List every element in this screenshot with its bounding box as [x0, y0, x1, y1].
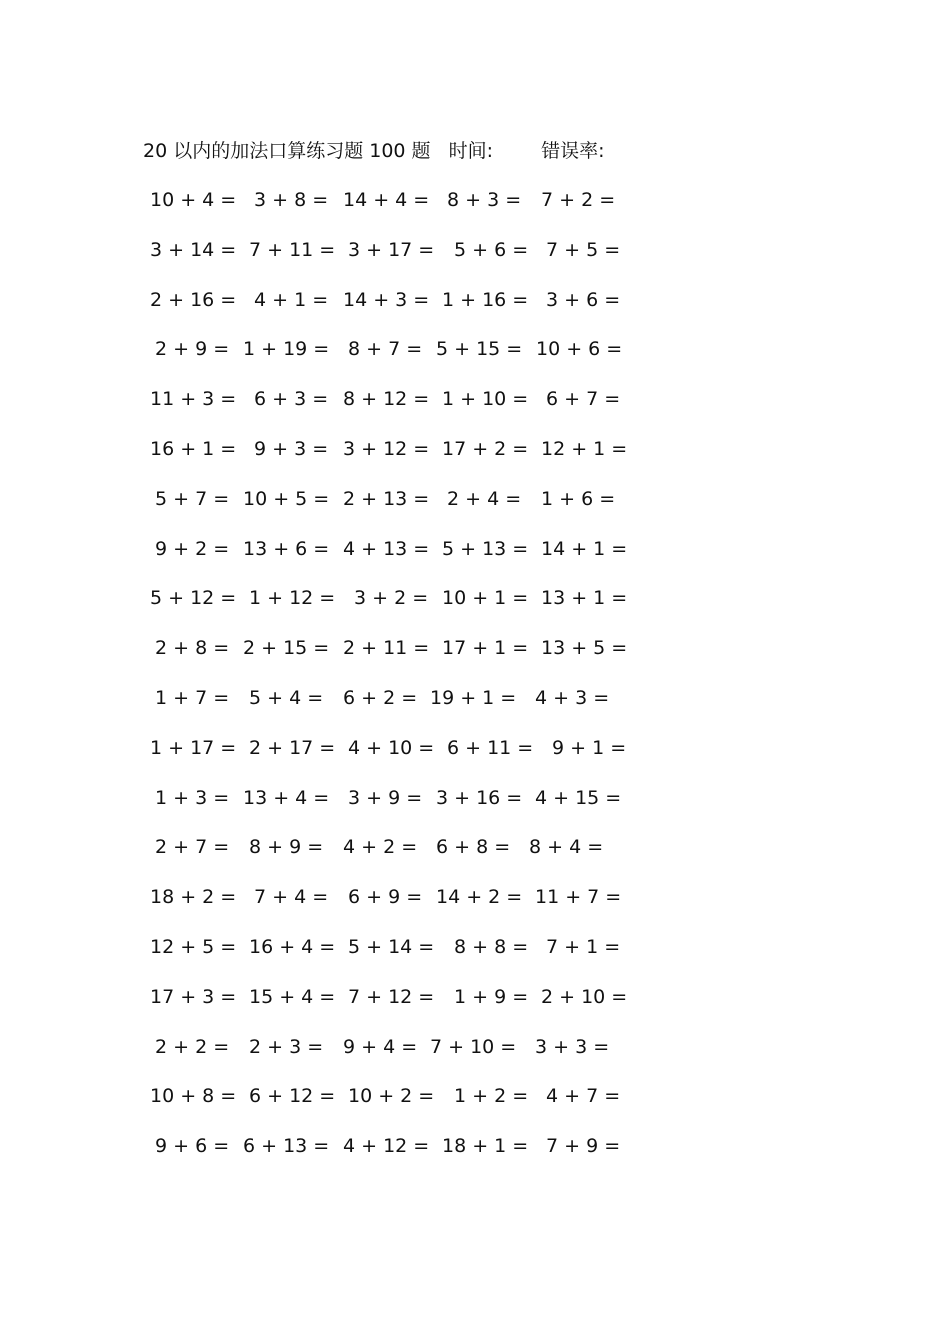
- problem-cell: 13 + 5 =: [541, 637, 628, 660]
- problem-cell: 3 + 6 =: [546, 288, 621, 311]
- problem-row: [150, 832, 630, 882]
- problem-cell: 3 + 14 =: [150, 238, 237, 261]
- problem-cell: 6 + 3 =: [254, 388, 329, 411]
- problem-cell: 6 + 2 =: [343, 686, 418, 709]
- problem-cell: 2 + 7 =: [155, 836, 230, 859]
- problem-cell: 1 + 6 =: [541, 487, 616, 510]
- problem-cell: 7 + 1 =: [546, 935, 621, 958]
- problem-cell: 4 + 1 =: [254, 288, 329, 311]
- problem-cell: 15 + 4 =: [249, 985, 336, 1008]
- problem-cell: 19 + 1 =: [430, 686, 517, 709]
- problem-cell: 12 + 1 =: [541, 437, 628, 460]
- problem-cell: 10 + 5 =: [243, 487, 330, 510]
- problem-cell: 18 + 2 =: [150, 886, 237, 909]
- problem-cell: 9 + 1 =: [552, 736, 627, 759]
- problem-cell: 5 + 14 =: [348, 935, 435, 958]
- problem-cell: 3 + 2 =: [354, 587, 429, 610]
- problem-cell: 10 + 4 =: [150, 189, 237, 211]
- problem-row: [150, 1032, 630, 1082]
- problem-cell: 1 + 3 =: [155, 786, 230, 809]
- problem-cell: 14 + 1 =: [541, 537, 628, 560]
- problem-cell: 12 + 5 =: [150, 935, 237, 958]
- error-rate-label: 错误率:: [541, 140, 605, 162]
- problem-cell: 7 + 10 =: [430, 1035, 517, 1058]
- problem-cell: 7 + 9 =: [546, 1135, 621, 1158]
- problem-cell: 13 + 1 =: [541, 587, 628, 610]
- problem-cell: 17 + 3 =: [150, 985, 237, 1008]
- problem-row: [150, 633, 630, 683]
- problem-cell: 7 + 11 =: [249, 238, 336, 261]
- problem-row: [150, 982, 630, 1032]
- problem-cell: 1 + 2 =: [454, 1085, 529, 1108]
- problem-cell: 6 + 11 =: [447, 736, 534, 759]
- problem-cell: 1 + 17 =: [150, 736, 237, 759]
- problem-cell: 3 + 16 =: [436, 786, 523, 809]
- problem-cell: 13 + 6 =: [243, 537, 330, 560]
- problem-cell: 3 + 12 =: [343, 437, 430, 460]
- problem-cell: 8 + 9 =: [249, 836, 324, 859]
- problem-row: [150, 1081, 630, 1131]
- problem-cell: 1 + 16 =: [442, 288, 529, 311]
- problem-cell: 18 + 1 =: [442, 1135, 529, 1158]
- problem-cell: 8 + 12 =: [343, 388, 430, 411]
- problem-cell: 3 + 17 =: [348, 238, 435, 261]
- problem-row: [150, 384, 630, 434]
- problem-cell: 9 + 6 =: [155, 1135, 230, 1158]
- time-label: 时间:: [448, 140, 494, 162]
- problem-cell: 6 + 12 =: [249, 1085, 336, 1108]
- problem-cell: 2 + 2 =: [155, 1035, 230, 1058]
- problem-cell: 1 + 12 =: [249, 587, 336, 610]
- problem-row: [150, 683, 630, 733]
- problem-cell: 8 + 8 =: [454, 935, 529, 958]
- problem-row: [150, 334, 630, 384]
- problem-cell: 2 + 8 =: [155, 637, 230, 660]
- problem-cell: 10 + 2 =: [348, 1085, 435, 1108]
- problem-cell: 6 + 8 =: [436, 836, 511, 859]
- problem-cell: 1 + 19 =: [243, 338, 330, 361]
- worksheet-title: 20 以内的加法口算练习题 100 题: [143, 140, 431, 162]
- problem-cell: 5 + 4 =: [249, 686, 324, 709]
- problem-cell: 10 + 1 =: [442, 587, 529, 610]
- problem-cell: 1 + 10 =: [442, 388, 529, 411]
- problem-cell: 9 + 3 =: [254, 437, 329, 460]
- problem-cell: 2 + 9 =: [155, 338, 230, 361]
- problem-cell: 9 + 4 =: [343, 1035, 418, 1058]
- problem-cell: 6 + 9 =: [348, 886, 423, 909]
- problem-cell: 2 + 16 =: [150, 288, 237, 311]
- problem-cell: 4 + 2 =: [343, 836, 418, 859]
- problem-cell: 1 + 9 =: [454, 985, 529, 1008]
- problem-cell: 17 + 1 =: [442, 637, 529, 660]
- problem-cell: 4 + 7 =: [546, 1085, 621, 1108]
- problem-cell: 3 + 8 =: [254, 189, 329, 211]
- worksheet-header: [143, 137, 604, 165]
- problem-cell: 9 + 2 =: [155, 537, 230, 560]
- problem-cell: 3 + 3 =: [535, 1035, 610, 1058]
- problem-row: [150, 1131, 630, 1181]
- problem-cell: 11 + 3 =: [150, 388, 237, 411]
- problem-cell: 8 + 7 =: [348, 338, 423, 361]
- problem-cell: 4 + 13 =: [343, 537, 430, 560]
- problem-cell: 2 + 3 =: [249, 1035, 324, 1058]
- problem-cell: 16 + 1 =: [150, 437, 237, 460]
- problem-cell: 14 + 4 =: [343, 189, 430, 211]
- problem-cell: 6 + 7 =: [546, 388, 621, 411]
- problem-cell: 8 + 3 =: [447, 189, 522, 211]
- problem-row: [150, 235, 630, 285]
- problem-cell: 13 + 4 =: [243, 786, 330, 809]
- problem-cell: 2 + 13 =: [343, 487, 430, 510]
- problem-row: [150, 484, 630, 534]
- problem-row: [150, 932, 630, 982]
- problem-cell: 4 + 3 =: [535, 686, 610, 709]
- problem-cell: 2 + 4 =: [447, 487, 522, 510]
- problem-cell: 5 + 13 =: [442, 537, 529, 560]
- problem-row: [150, 583, 630, 633]
- problem-cell: 5 + 7 =: [155, 487, 230, 510]
- problem-cell: 7 + 12 =: [348, 985, 435, 1008]
- problem-row: [150, 882, 630, 932]
- problem-grid: [150, 185, 630, 1181]
- problem-cell: 10 + 6 =: [536, 338, 623, 361]
- problem-cell: 14 + 3 =: [343, 288, 430, 311]
- problem-cell: 8 + 4 =: [529, 836, 604, 859]
- problem-cell: 2 + 17 =: [249, 736, 336, 759]
- problem-row: [150, 733, 630, 783]
- problem-cell: 7 + 2 =: [541, 189, 616, 211]
- problem-cell: 11 + 7 =: [535, 886, 622, 909]
- problem-row: [150, 434, 630, 484]
- problem-cell: 4 + 15 =: [535, 786, 622, 809]
- problem-cell: 14 + 2 =: [436, 886, 523, 909]
- problem-cell: 2 + 15 =: [243, 637, 330, 660]
- problem-cell: 10 + 8 =: [150, 1085, 237, 1108]
- problem-cell: 7 + 4 =: [254, 886, 329, 909]
- problem-cell: 2 + 10 =: [541, 985, 628, 1008]
- problem-cell: 6 + 13 =: [243, 1135, 330, 1158]
- problem-row: [150, 285, 630, 335]
- problem-cell: 4 + 12 =: [343, 1135, 430, 1158]
- problem-cell: 5 + 12 =: [150, 587, 237, 610]
- problem-cell: 5 + 6 =: [454, 238, 529, 261]
- problem-row: [150, 534, 630, 584]
- problem-cell: 16 + 4 =: [249, 935, 336, 958]
- problem-cell: 1 + 7 =: [155, 686, 230, 709]
- problem-cell: 4 + 10 =: [348, 736, 435, 759]
- problem-row: [150, 185, 630, 235]
- problem-cell: 17 + 2 =: [442, 437, 529, 460]
- problem-cell: 2 + 11 =: [343, 637, 430, 660]
- problem-cell: 3 + 9 =: [348, 786, 423, 809]
- problem-row: [150, 783, 630, 833]
- problem-cell: 7 + 5 =: [546, 238, 621, 261]
- problem-cell: 5 + 15 =: [436, 338, 523, 361]
